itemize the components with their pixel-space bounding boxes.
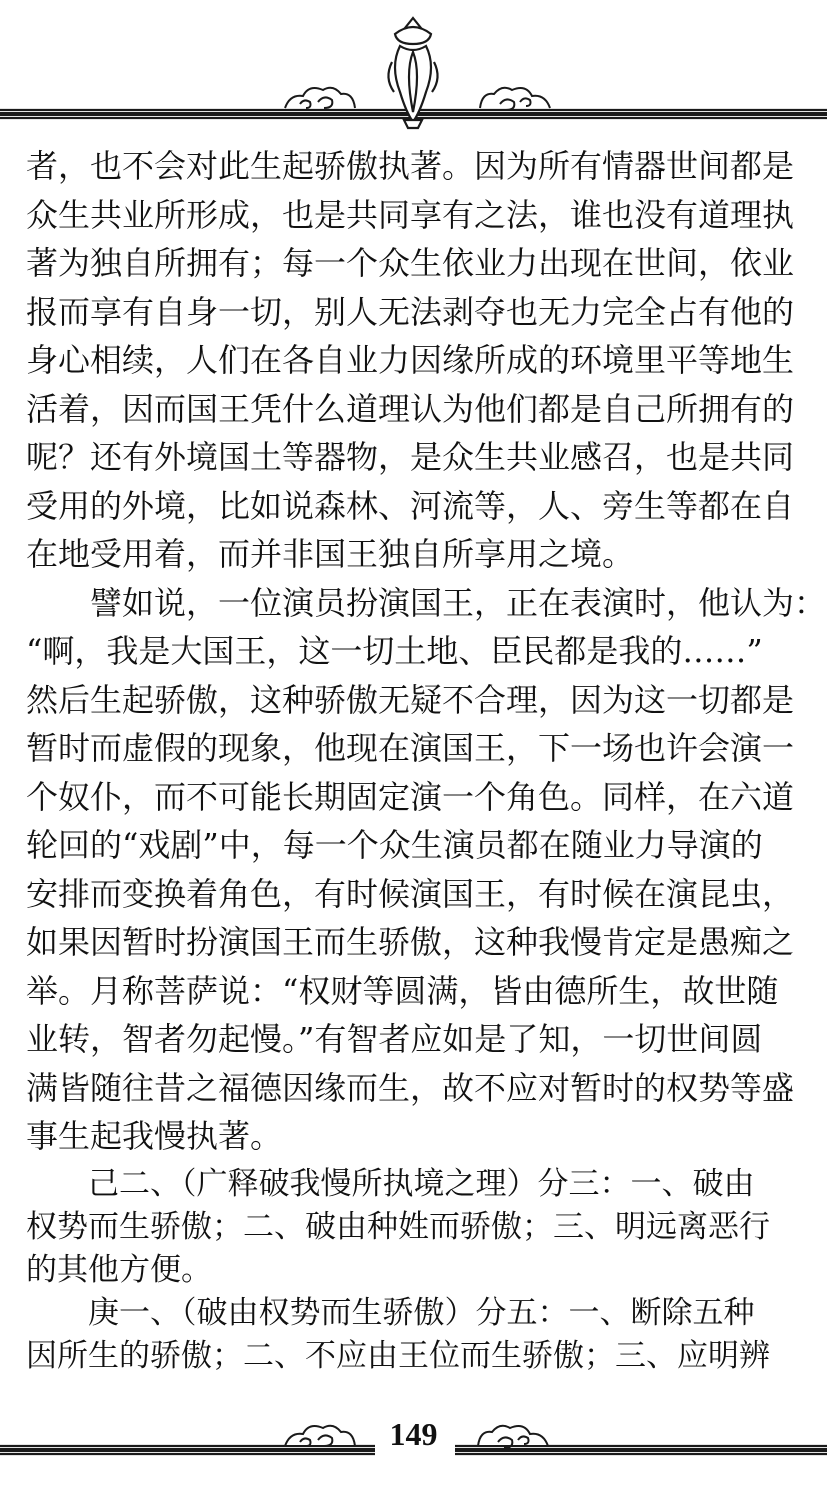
body-text: [26, 142, 827, 1161]
text-line: 轮回的“戏剧”中，每一个众生演员都在随业力导演的: [26, 826, 763, 864]
text-line: 受用的外境，比如说森林、河流等，人、旁生等都在自: [26, 486, 795, 525]
text-line: 著为独自所拥有；每一个众生依业力出现在世间，依业: [26, 244, 795, 282]
text-line: 报而享有自身一切，别人无法剥夺也无力完全占有他的: [26, 292, 795, 331]
text-line: “啊，我是大国王，这一切土地、臣民都是我的……”: [26, 632, 763, 670]
heading-line: 因所生的骄傲；二、不应由王位而生骄傲；三、应明辨: [26, 1338, 770, 1374]
text-line: 暂时而虚假的现象，他现在演国王，下一场也许会演一: [26, 729, 795, 767]
page-number: 149: [389, 1416, 438, 1452]
text-line: 如果因暂时扮演国王而生骄傲，这种我慢肯定是愚痴之: [26, 923, 795, 961]
heading-line: 庚一、（破由权势而生骄傲）分五：一、断除五种: [26, 1295, 755, 1331]
text-line: 满皆随往昔之福德因缘而生，故不应对暂时的权势等盛: [26, 1068, 795, 1107]
text-line: 在地受用着，而并非国王独自所享用之境。: [26, 535, 635, 573]
text-line: 个奴仆，而不可能长期固定演一个角色。同样，在六道: [26, 777, 795, 816]
text-line: 活着，因而国王凭什么道理认为他们都是自己所拥有的: [26, 389, 795, 428]
text-line: 呢？还有外境国土等器物，是众生共业感召，也是共同: [26, 438, 795, 476]
text-line: 举。月称菩萨说：“权财等圆满，皆由德所生，故世随: [26, 971, 779, 1010]
section-heading-ji-er: [26, 1163, 816, 1292]
section-heading-geng-yi: [26, 1292, 816, 1378]
heading-line: 权势而生骄傲；二、破由种姓而骄傲；三、明远离恶行: [26, 1209, 770, 1245]
header-ornament: [0, 0, 827, 140]
text-line: 者，也不会对此生起骄傲执著。因为所有情器世间都是: [26, 147, 795, 185]
text-line: 事生起我慢执著。: [26, 1117, 283, 1155]
text-line: 众生共业所形成，也是共同享有之法，谁也没有道理执: [26, 195, 795, 234]
heading-line: 的其他方便。: [26, 1252, 212, 1288]
text-line: 安排而变换着角色，有时候演国王，有时候在演昆虫，: [26, 874, 795, 913]
heading-line: 己二、（广释破我慢所执境之理）分三：一、破由: [26, 1166, 755, 1202]
conch-shell-icon: [388, 18, 437, 128]
text-line: 身心相续，人们在各自业力因缘所成的环境里平等地生: [26, 341, 795, 379]
text-line: 然后生起骄傲，这种骄傲无疑不合理，因为这一切都是: [26, 680, 795, 719]
text-line: 业转，智者勿起慢。”有智者应如是了知，一切世间圆: [26, 1020, 763, 1058]
text-line: 譬如说，一位演员扮演国王，正在表演时，他认为：: [26, 583, 827, 622]
